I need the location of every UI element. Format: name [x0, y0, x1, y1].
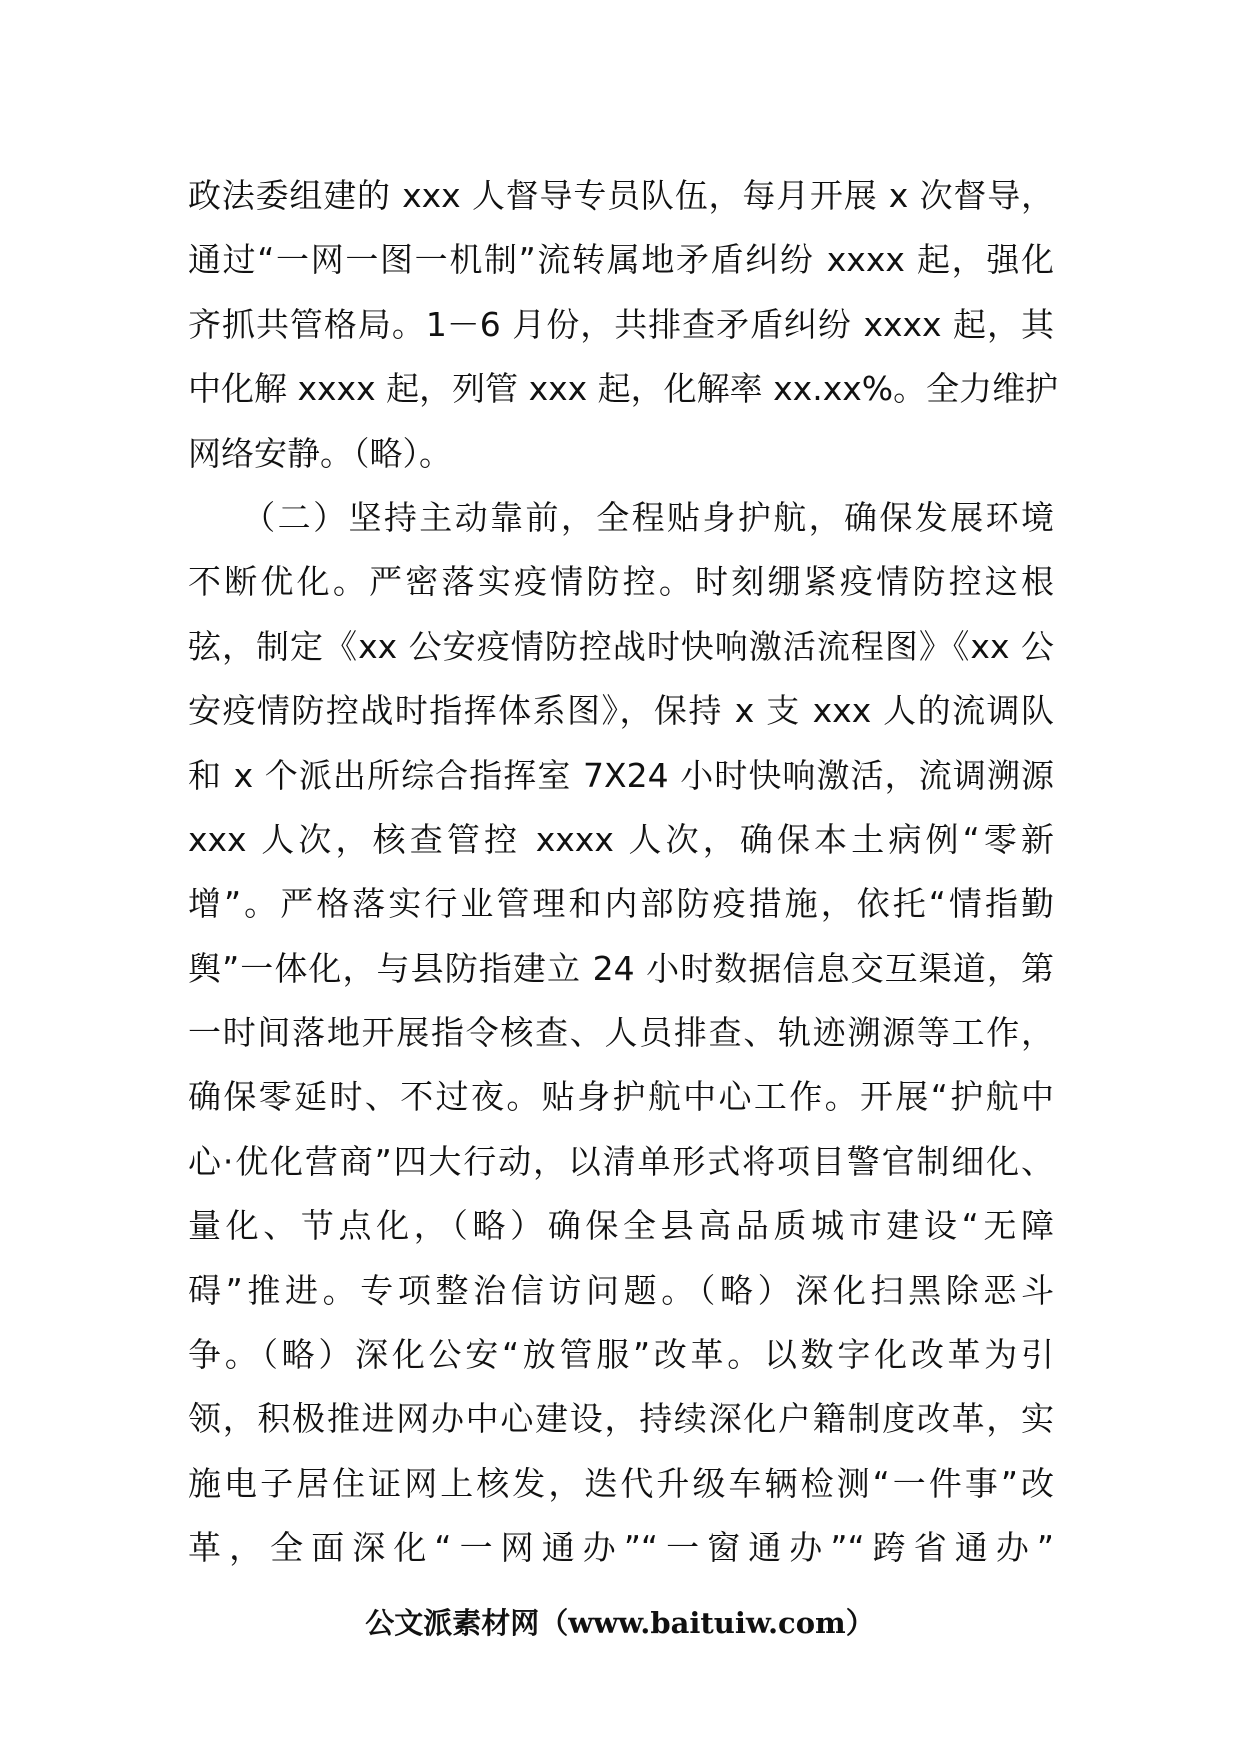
document-body: [188, 164, 1059, 1581]
text-line: 量化、节点化，（略）确保全县高品质城市建设“无障: [188, 1206, 1054, 1246]
text-line: 革，全面深化“一网通办”“一窗通办”“跨省通办”: [188, 1528, 1054, 1568]
text-line: 心·优化营商”四大行动，以清单形式将项目警官制细化、: [188, 1141, 1054, 1181]
text-line: 通过“一网一图一机制”流转属地矛盾纠纷 xxxx 起，强化: [188, 240, 1054, 280]
text-line: （二）坚持主动靠前，全程贴身护航，确保发展环境: [188, 497, 1054, 537]
text-line: 舆”一体化，与县防指建立 24 小时数据信息交互渠道，第: [188, 948, 1054, 988]
text-line: 碍”推进。专项整治信访问题。（略）深化扫黑除恶斗: [188, 1270, 1054, 1310]
text-line: 和 x 个派出所综合指挥室 7X24 小时快响激活，流调溯源: [188, 755, 1054, 795]
text-line: 增”。严格落实行业管理和内部防疫措施，依托“情指勤: [188, 884, 1054, 924]
text-line: 齐抓共管格局。1－6 月份，共排查矛盾纠纷 xxxx 起，其: [188, 304, 1054, 344]
footer-watermark: 公文派素材网（www.baituiw.com）: [365, 1606, 875, 1640]
text-line: 争。（略）深化公安“放管服”改革。以数字化改革为引: [188, 1335, 1054, 1375]
text-line: 政法委组建的 xxx 人督导专员队伍，每月开展 x 次督导，: [188, 176, 1054, 215]
text-line: 一时间落地开展指令核查、人员排查、轨迹溯源等工作，: [188, 1013, 1054, 1053]
text-line: 确保零延时、不过夜。贴身护航中心工作。开展“护航中: [188, 1077, 1054, 1117]
text-line: 不断优化。严密落实疫情防控。时刻绷紧疫情防控这根: [188, 562, 1054, 602]
text-line: 网络安静。（略）。: [188, 433, 452, 473]
text-line: 中化解 xxxx 起，列管 xxx 起，化解率 xx.xx%。全力维护: [188, 369, 1059, 409]
text-line: 施电子居住证网上核发，迭代升级车辆检测“一件事”改: [188, 1463, 1054, 1503]
text-line: 安疫情防控战时指挥体系图》，保持 x 支 xxx 人的流调队: [188, 691, 1054, 731]
text-line: 弦，制定《xx 公安疫情防控战时快响激活流程图》《xx 公: [188, 626, 1054, 666]
text-line: xxx 人次，核查管控 xxxx 人次，确保本土病例“零新: [188, 819, 1054, 859]
text-line: 领，积极推进网办中心建设，持续深化户籍制度改革，实: [188, 1399, 1054, 1439]
